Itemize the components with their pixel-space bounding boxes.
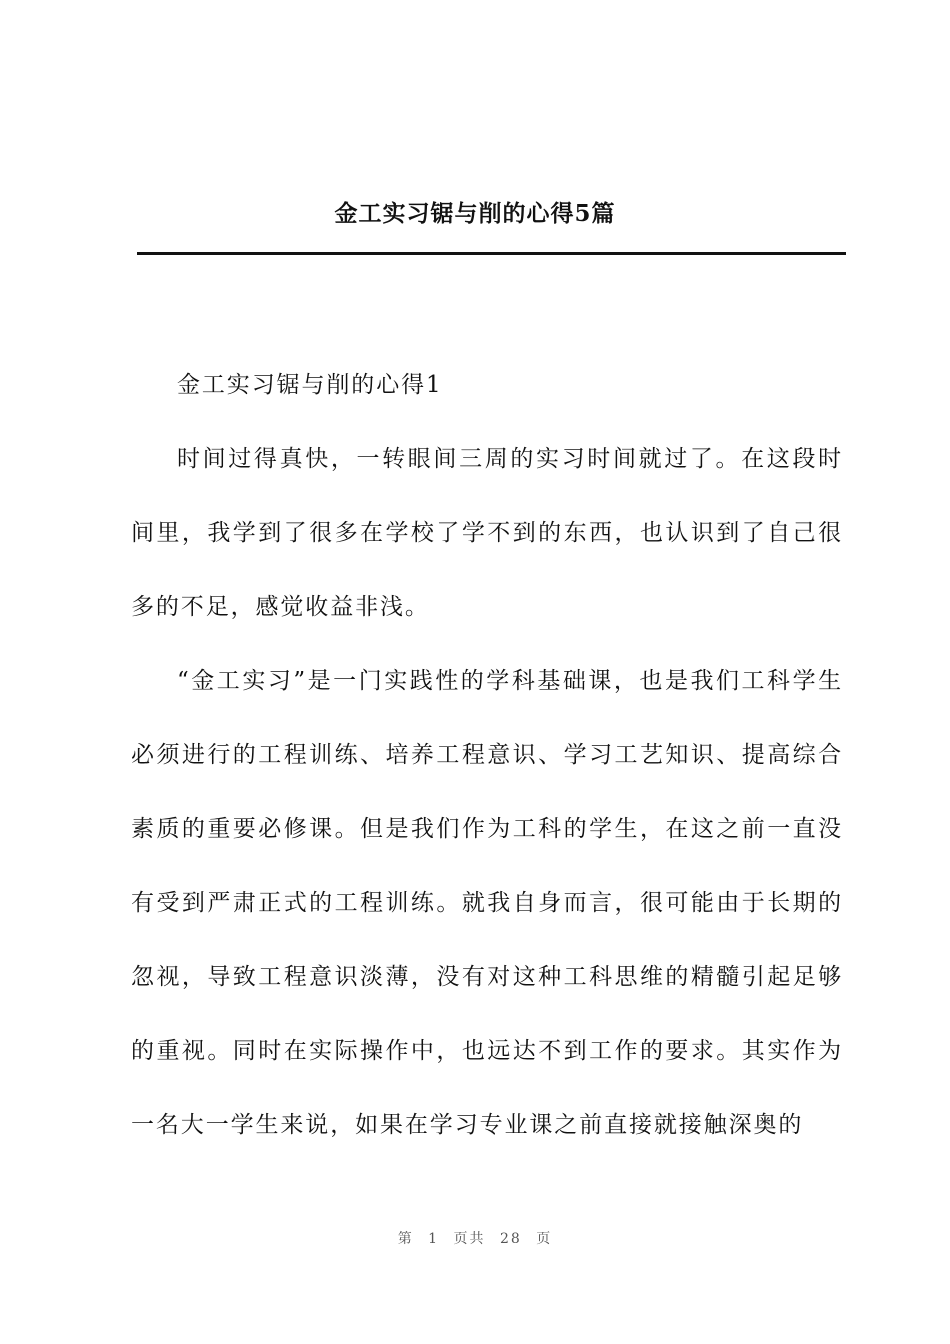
paragraph: “金工实习”是一门实践性的学科基础课，也是我们工科学生必须进行的工程训练、培养工程意识、学习工艺知识、提高综合素质的重要必修课。但是我们作为工科的学生，在这之前一直没有受到严肃正式的工程训练。就我自身而言，很可能由于长期的忽视，导致工程意识淡薄，没有对这种工科思维的精髓引起足够的重视。同时在实际操作中，也远达不到工作的要求。其实作为一名大一学生来说，如果在学习专业课之前直接就接触深奥的 [131,668,843,1138]
paragraph: 时间过得真快，一转眼间三周的实习时间就过了。在这段时间里，我学到了很多在学校了学不到的东西，也认识到了自己很多的不足，感觉收益非浅。 [131,446,843,620]
page-number-footer: 第 1 页共 28 页 [397,1231,553,1247]
document-body [131,348,843,1162]
title-divider [137,252,846,255]
section-heading: 金工实习锯与削的心得1 [177,372,443,398]
document-title: 金工实习锯与削的心得5篇 [334,200,616,227]
